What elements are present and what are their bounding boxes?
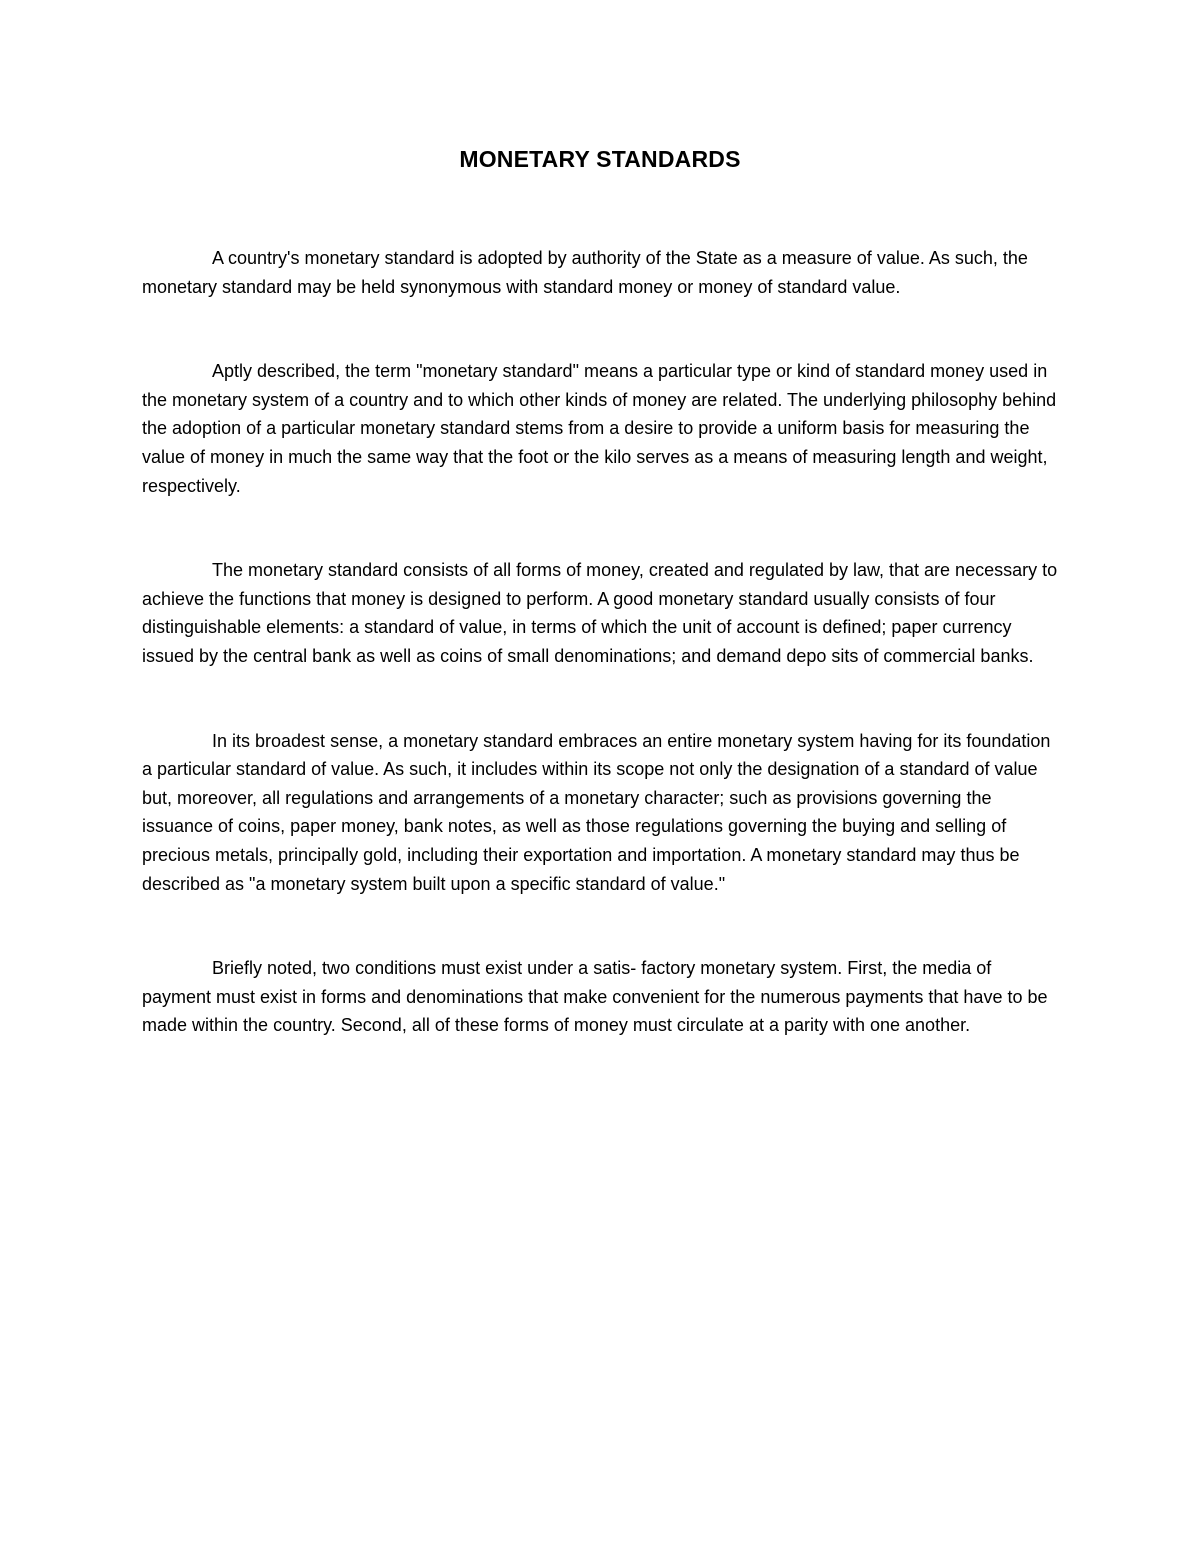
paragraph-3: The monetary standard consists of all forms of money, created and regulated by law, that are necessary to achieve the functions that money is designed to perform. A good monetary standard usually consists of four distinguishable elements: a standard of value, in terms of which the unit of account is defined; paper currency issued by the central bank as well as coins of small denominations; and demand depo sits of commercial banks. <box>142 560 1058 666</box>
paragraph-2: Aptly described, the term "monetary standard" means a particular type or kind of standard money used in the monetary system of a country and to which other kinds of money are related. The underlying philosophy behind the adoption of a particular monetary standard stems from a desire to provide a uniform basis for measuring the value of money in much the same way that the foot or the kilo serves as a means of measuring length and weight, respectively. <box>142 361 1057 496</box>
document-body <box>142 244 1058 1096</box>
paragraph-4: In its broadest sense, a monetary standard embraces an entire monetary system having for its foundation a particular standard of value. As such, it includes within its scope not only the designation of a standard of value but, moreover, all regulations and arrangements of a monetary character; such as provisions governing the issuance of coins, paper money, bank notes, as well as those regulations governing the buying and selling of precious metals, principally gold, including their exportation and importation. A monetary standard may thus be described as "a monetary system built upon a specific standard of value." <box>142 730 1051 894</box>
page-title: MONETARY STANDARDS <box>459 146 741 172</box>
paragraph-5: Briefly noted, two conditions must exist under a satis- factory monetary system. First, the media of payment must exist in forms and denominations that make convenient for the numerous payments that have to be made within the country. Second, all of these forms of money must circulate at a parity with one another. <box>142 958 1048 1036</box>
paragraph-1: A country's monetary standard is adopted by authority of the State as a measure of value. As such, the monetary standard may be held synonymous with standard money or money of standard value. <box>142 248 1028 297</box>
